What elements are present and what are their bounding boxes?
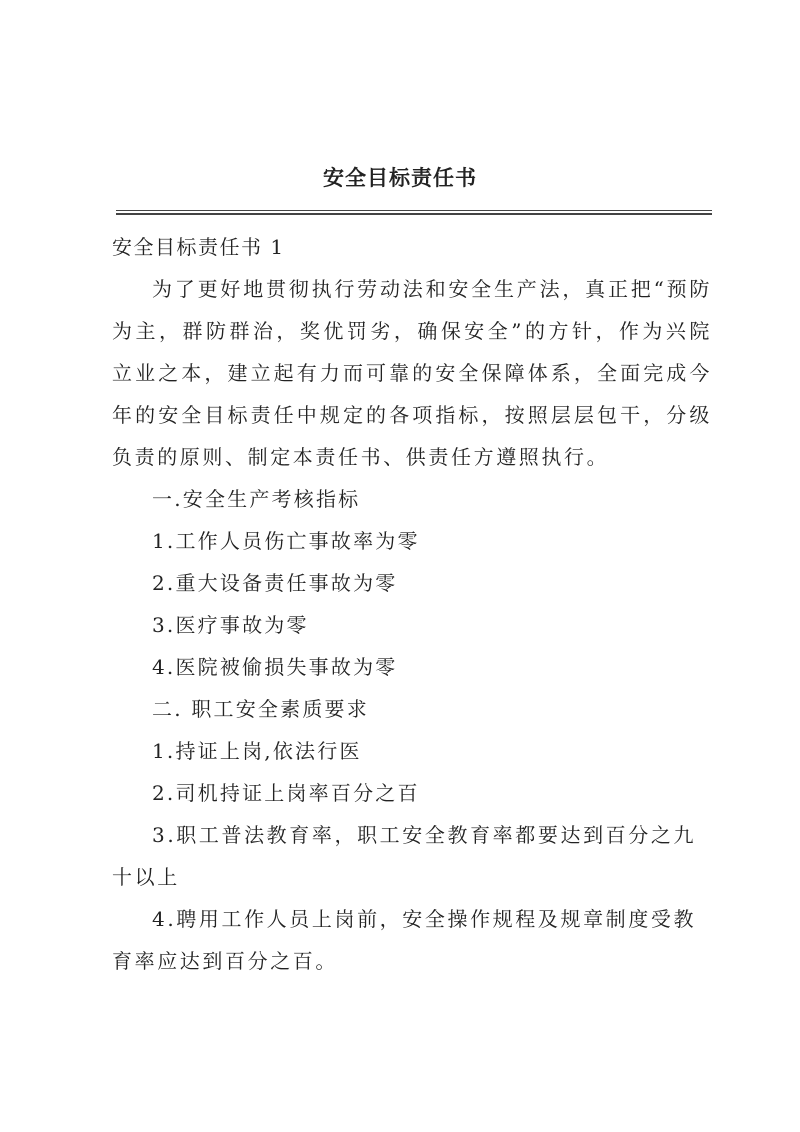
assessment-item: 3.医疗事故为零 <box>152 613 309 637</box>
assessment-item: 2.重大设备责任事故为零 <box>152 571 398 595</box>
staff-requirement-item: 1.持证上岗,依法行医 <box>152 739 362 763</box>
document-subtitle: 安全目标责任书 1 <box>112 235 285 259</box>
staff-requirement-item: 4.聘用工作人员上岗前，安全操作规程及规章制度受教育率应达到百分之百。 <box>112 907 697 973</box>
staff-requirement-item: 3.职工普法教育率，职工安全教育率都要达到百分之九十以上 <box>112 823 697 889</box>
assessment-item: 4.医院被偷损失事故为零 <box>152 655 398 679</box>
document-body <box>112 226 712 982</box>
document-title: 安全目标责任书 <box>323 165 477 190</box>
intro-paragraph: 为了更好地贯彻执行劳动法和安全生产法，真正把“预防为主，群防群治，奖优罚劣，确保安全”的方针，作为兴院立业之本，建立起有力而可靠的安全保障体系，全面完成今年的安全目标责任中规定的各项指标，按照层层包干，分级负责的原则、制定本责任书、供责任方遵照执行。 <box>112 277 712 469</box>
section-heading-assessment: 一.安全生产考核指标 <box>152 487 361 511</box>
assessment-item: 1.工作人员伤亡事故率为零 <box>152 529 420 553</box>
title-divider <box>116 210 712 215</box>
section-heading-staff-quality: 二. 职工安全素质要求 <box>152 697 369 721</box>
staff-requirement-item: 2.司机持证上岗率百分之百 <box>152 781 420 805</box>
